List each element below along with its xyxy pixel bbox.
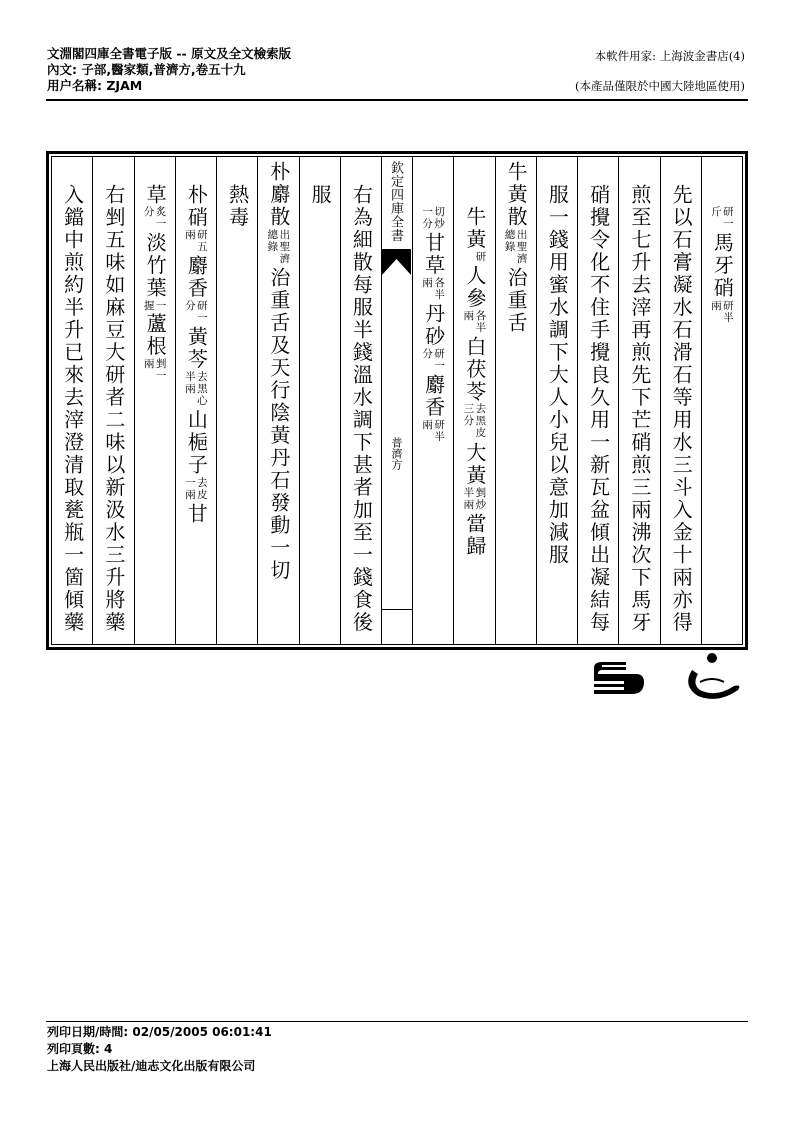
annotation-note: 剉炒半兩 — [462, 486, 487, 511]
annotation-note: 研五兩 — [183, 228, 208, 253]
header-username: 用户名稱: ZJAM — [47, 78, 143, 93]
text-column — [92, 157, 133, 644]
text-column — [577, 157, 618, 644]
main-text: 服 — [308, 183, 333, 206]
main-text: 麝香 — [184, 254, 209, 300]
annotation-note: 去黑心半兩 — [183, 370, 208, 407]
fold-divider — [382, 609, 412, 610]
publisher-logo — [588, 652, 748, 708]
header-licensee: 本軟件用家: 上海波金書店(4) — [594, 49, 745, 63]
footer-rule — [46, 1021, 748, 1022]
main-text: 右為細散每服半錢溫水調下甚者加至一錢食後 — [349, 183, 374, 634]
page-frame — [46, 151, 748, 650]
main-text: 煎至七升去滓再煎先下芒硝煎三兩沸次下馬牙 — [627, 183, 652, 634]
main-text: 先以石膏凝水石滑石等用水三斗入金十兩亦得 — [669, 183, 694, 634]
annotation-note: 各半兩 — [421, 277, 446, 301]
footer-publisher: 上海人民出版社/迪志文化出版有限公司 — [47, 1059, 256, 1073]
main-text: 白茯苓 — [462, 335, 487, 403]
annotation-note: 研一斤 — [709, 206, 734, 230]
text-column — [340, 157, 381, 644]
text-column — [412, 157, 453, 644]
text-column — [536, 157, 577, 644]
main-text: 牛黃 — [462, 206, 487, 251]
main-text: 治重舌及天行陰黃丹石發動一切 — [266, 267, 291, 582]
main-text: 朴硝 — [184, 183, 209, 229]
text-column — [453, 157, 494, 644]
main-text: 入鐺中煎約半升已來去滓澄清取甆瓶一箇傾藥 — [60, 183, 85, 634]
fold-title: 欽定四庫全書 — [388, 161, 403, 242]
footer-print-pages: 列印頁數: 4 — [47, 1042, 113, 1056]
text-column — [495, 157, 536, 644]
text-column — [660, 157, 701, 644]
book-stack-icon — [594, 662, 644, 694]
text-column — [299, 157, 340, 644]
main-text: 草 — [143, 183, 168, 206]
text-column — [257, 157, 298, 644]
main-text: 服一錢用蜜水調下大人小兒以意加減服 — [545, 183, 570, 566]
annotation-note: 研一分 — [183, 299, 208, 324]
main-text: 治重舌 — [504, 267, 529, 335]
header-region-notice: (本產品僅限於中國大陸地區使用) — [575, 79, 745, 93]
header-content-path: 內文: 子部,醫家類,普濟方,卷五十九 — [47, 62, 246, 77]
header-rule — [46, 99, 748, 101]
text-column — [216, 157, 257, 644]
fold-book-title: 普濟方 — [390, 437, 403, 470]
annotation-note: 炙一分 — [142, 206, 167, 230]
header-title: 文淵閣四庫全書電子版 -- 原文及全文檢索版 — [47, 46, 292, 61]
annotation-note: 研 — [474, 251, 487, 263]
center-fold-column — [381, 157, 412, 644]
annotation-note: 切炒一分 — [421, 206, 446, 230]
annotation-note: 出聖濟總錄 — [266, 228, 291, 265]
text-column — [618, 157, 659, 644]
swoosh-emblem-icon — [688, 653, 739, 699]
text-column — [52, 157, 92, 644]
main-text: 淡竹葉 — [143, 232, 168, 300]
annotation-note: 研半兩 — [709, 299, 734, 324]
main-text: 甘 — [184, 502, 209, 525]
main-text: 人參 — [462, 264, 487, 310]
annotation-note: 研一分 — [421, 348, 446, 372]
fishtail-mark-icon — [382, 249, 411, 275]
main-text: 硝攪令化不住手攪良久用一新瓦盆傾出凝結每 — [586, 183, 611, 634]
main-text: 右剉五味如麻豆大研者二味以新汲水三升將藥 — [101, 183, 126, 634]
main-text: 甘草 — [421, 232, 446, 277]
annotation-note: 剉一兩 — [142, 358, 167, 382]
text-column — [134, 157, 175, 644]
main-text: 山梔子 — [184, 409, 209, 477]
text-column — [701, 157, 742, 644]
annotation-note: 去皮一兩 — [183, 476, 208, 501]
annotation-note: 出聖濟總錄 — [503, 228, 528, 265]
main-text: 當歸 — [462, 512, 487, 558]
main-text: 朴麝散 — [266, 161, 291, 229]
main-text: 黃芩 — [184, 325, 209, 371]
main-text: 丹砂 — [421, 303, 446, 348]
main-text: 熱毒 — [225, 183, 250, 229]
footer-print-datetime: 列印日期/時間: 02/05/2005 06:01:41 — [47, 1025, 272, 1039]
main-text: 大黃 — [462, 441, 487, 487]
main-text: 牛黃散 — [504, 161, 529, 229]
main-text: 麝香 — [421, 374, 446, 419]
annotation-note: 研半兩 — [421, 419, 446, 443]
text-columns — [51, 156, 743, 645]
text-column — [175, 157, 216, 644]
main-text: 蘆根 — [143, 313, 168, 358]
annotation-note: 一握 — [142, 299, 167, 312]
annotation-note: 各半兩 — [462, 309, 487, 334]
main-text: 馬牙硝 — [710, 232, 735, 300]
annotation-note: 去黑皮三分 — [462, 403, 487, 439]
